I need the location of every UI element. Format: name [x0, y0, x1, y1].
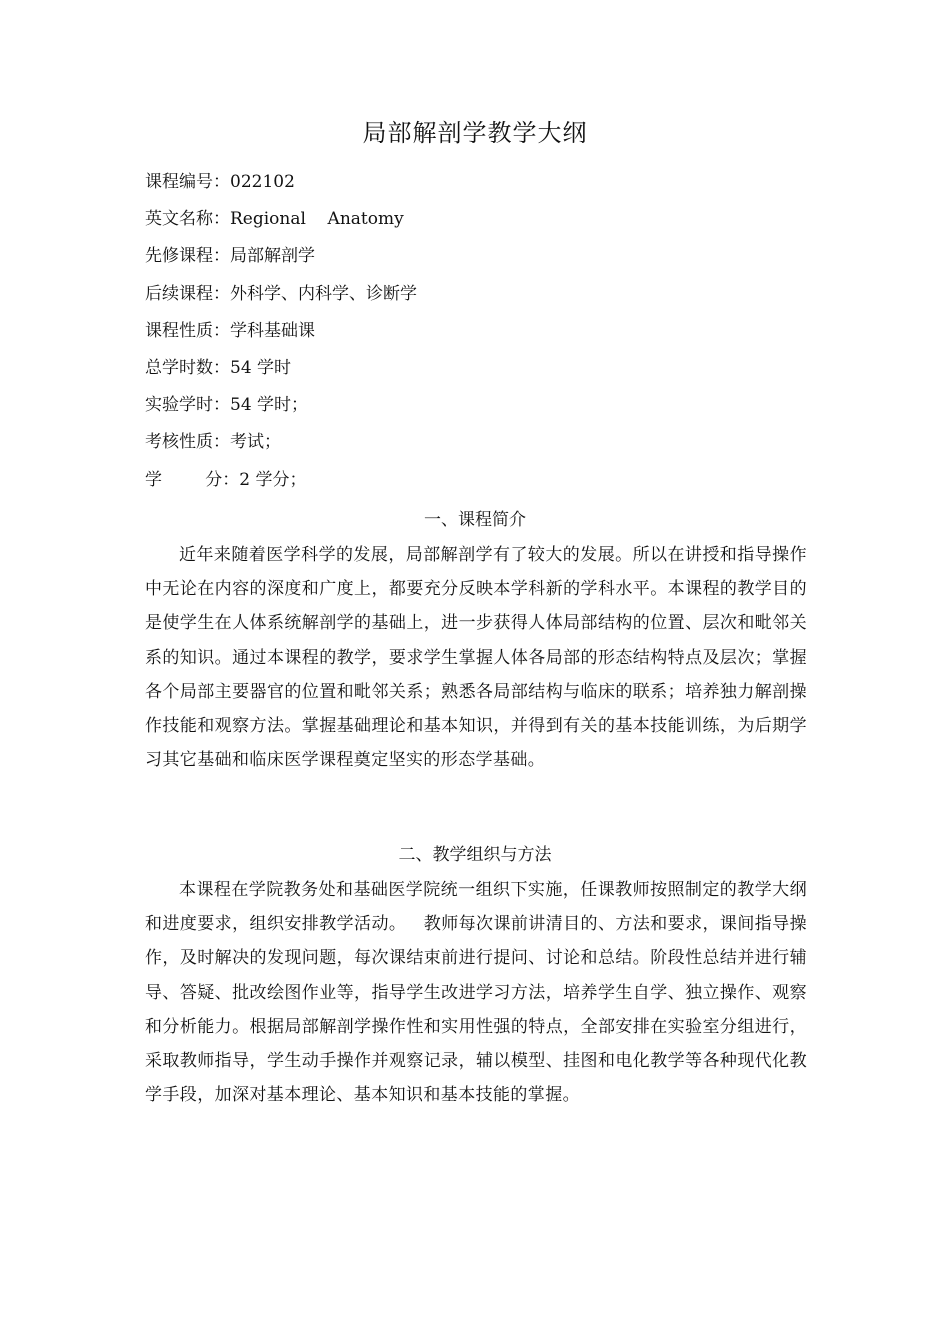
credits: 学 分：2 学分；	[145, 469, 307, 490]
total-hours: 总学时数：54 学时	[145, 357, 292, 378]
prerequisite-course: 先修课程：局部解剖学	[145, 246, 315, 267]
course-info-list	[145, 167, 825, 502]
followup-course: 后续课程：外科学、内科学、诊断学	[145, 283, 417, 304]
lab-hours: 实验学时：54 学时；	[145, 395, 309, 416]
document-title: 局部解剖学教学大纲	[362, 119, 588, 147]
english-name: 英文名称：Regional Anatomy	[145, 209, 404, 230]
section-heading-intro: 一、课程简介	[424, 510, 526, 530]
section-heading-method: 二、教学组织与方法	[398, 845, 552, 865]
assessment-type: 考核性质：考试；	[145, 432, 281, 453]
course-code: 课程编号：022102	[145, 172, 295, 192]
section-body-method: 本课程在学院教务处和基础医学院统一组织下实施，任课教师按照制定的教学大纲和进度要求，组织安排教学活动。 教师每次课前讲清目的、方法和要求，课间指导操作，及时解决的发现问题，每次课结束前进行提问、讨论和总结。阶段性总结并进行辅导、答疑、批改绘图作业等，指导学生改进学习方法，培养学生自学、独立操作、观察和分析能力。根据局部解剖学操作性和实用性强的特点，全部安排在实验室分组进行，采取教师指导，学生动手操作并观察记录，辅以模型、挂图和电化教学等各种现代化教学手段，加深对基本理论、基本知识和基本技能的掌握。	[145, 880, 807, 1106]
section-body-intro: 近年来随着医学科学的发展，局部解剖学有了较大的发展。所以在讲授和指导操作中无论在内容的深度和广度上，都要充分反映本学科新的学科水平。本课程的教学目的是使学生在人体系统解剖学的基础上，进一步获得人体局部结构的位置、层次和毗邻关系的知识。通过本课程的教学，要求学生掌握人体各局部的形态结构特点及层次；掌握各个局部主要器官的位置和毗邻关系；熟悉各局部结构与临床的联系；培养独力解剖操作技能和观察方法。掌握基础理论和基本知识，并得到有关的基本技能训练，为后期学习其它基础和临床医学课程奠定坚实的形态学基础。	[145, 545, 807, 771]
course-nature: 课程性质：学科基础课	[145, 320, 315, 341]
